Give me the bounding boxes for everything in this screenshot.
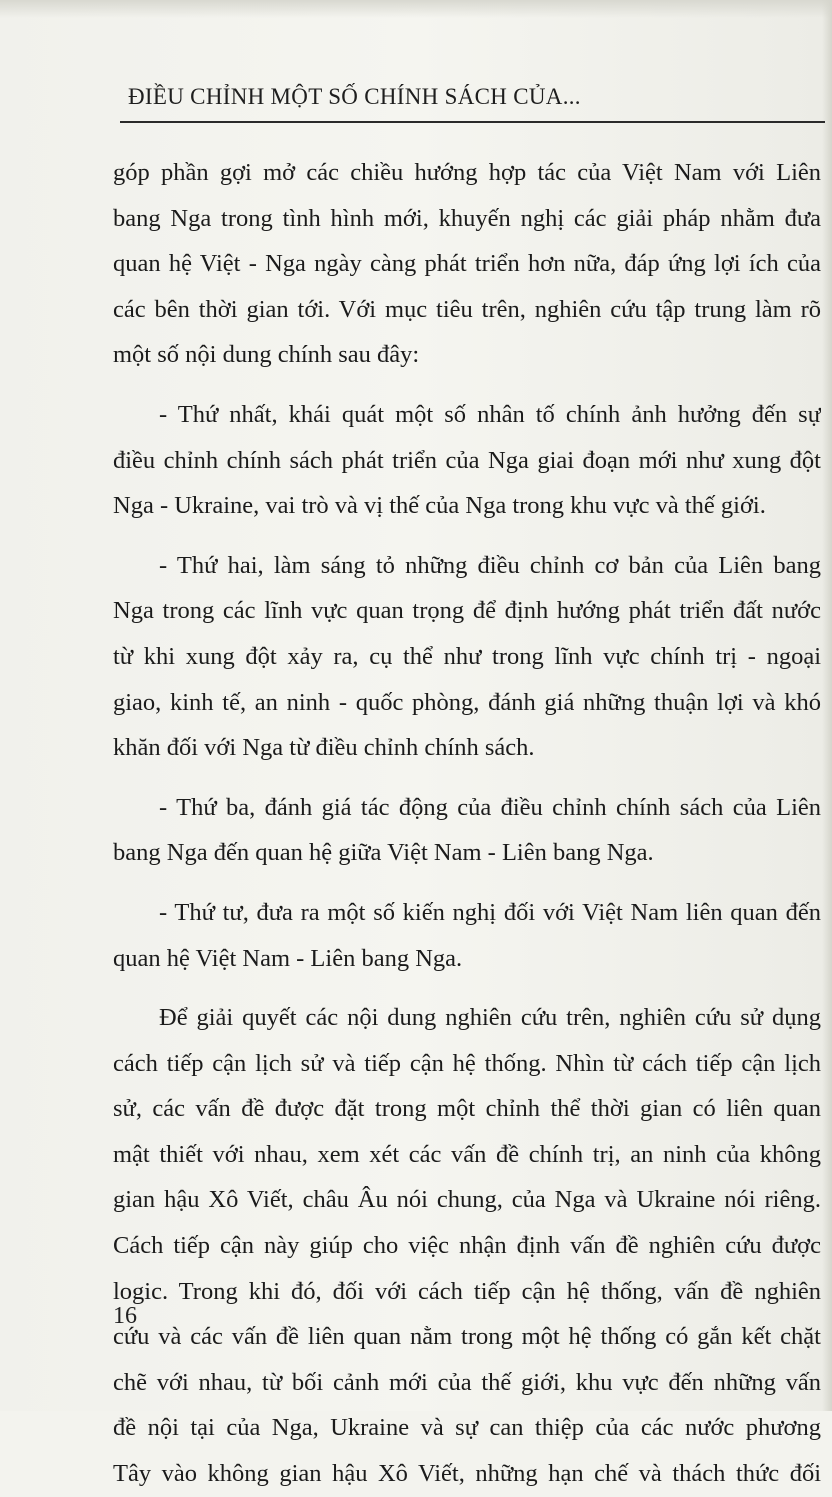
text-line: - Thứ ba, đánh giá tác động của điều chỉnh chính sách của Liên — [159, 793, 821, 821]
text-line: - Thứ tư, đưa ra một số kiến nghị đối với Việt Nam liên quan đến — [159, 898, 821, 926]
text-line: quan hệ Việt Nam - Liên bang Nga. — [113, 944, 463, 972]
paragraph-gap — [113, 378, 821, 392]
text-line: chẽ với nhau, từ bối cảnh mới của thế giới, khu vực đến những vấn — [113, 1368, 821, 1396]
text-line: Để giải quyết các nội dung nghiên cứu trên, nghiên cứu sử dụng — [159, 1004, 821, 1032]
text-line: bang Nga đến quan hệ giữa Việt Nam - Liên bang Nga. — [113, 839, 654, 867]
text-line: một số nội dung chính sau đây: — [113, 341, 420, 369]
text-line: - Thứ hai, làm sáng tỏ những điều chỉnh cơ bản của Liên bang — [159, 551, 821, 579]
page-top-shadow — [0, 0, 832, 18]
text-line: các bên thời gian tới. Với mục tiêu trên, nghiên cứu tập trung làm rõ — [113, 295, 821, 323]
text-line: góp phần gợi mở các chiều hướng hợp tác của Việt Nam với Liên — [113, 159, 821, 186]
paragraph — [113, 785, 821, 876]
text-line: logic. Trong khi đó, đối với cách tiếp cận hệ thống, vấn đề nghiên — [113, 1277, 821, 1305]
text-line: sử, các vấn đề được đặt trong một chỉnh thể thời gian có liên quan — [113, 1095, 821, 1123]
text-line: gian hậu Xô Viết, châu Âu nói chung, của Nga và Ukraine nói riêng. — [113, 1186, 821, 1214]
running-header: ĐIỀU CHỈNH MỘT SỐ CHÍNH SÁCH CỦA... — [128, 84, 581, 109]
text-line: - Thứ nhất, khái quát một số nhân tố chính ảnh hưởng đến sự — [159, 400, 821, 428]
page-number: 16 — [113, 1303, 137, 1329]
paragraph — [113, 150, 821, 378]
text-line: điều chỉnh chính sách phát triển của Nga giai đoạn mới như xung đột — [113, 446, 821, 474]
text-line: bang Nga trong tình hình mới, khuyến nghị các giải pháp nhằm đưa — [113, 204, 821, 232]
paragraph — [113, 995, 821, 1497]
text-line: đề nội tại của Nga, Ukraine và sự can thiệp của các nước phương — [113, 1414, 821, 1442]
paragraph — [113, 543, 821, 771]
paragraph-gap — [113, 771, 821, 785]
text-line: cách tiếp cận lịch sử và tiếp cận hệ thống. Nhìn từ cách tiếp cận lịch — [113, 1049, 821, 1077]
text-line: Cách tiếp cận này giúp cho việc nhận định vấn đề nghiên cứu được — [113, 1232, 821, 1260]
paragraph-gap — [113, 529, 821, 543]
text-line: khăn đối với Nga từ điều chỉnh chính sách. — [113, 734, 535, 762]
body-text — [113, 150, 821, 1497]
paragraph — [113, 392, 821, 529]
text-line: quan hệ Việt - Nga ngày càng phát triển hơn nữa, đáp ứng lợi ích của — [113, 250, 821, 278]
text-line: mật thiết với nhau, xem xét các vấn đề chính trị, an ninh của không — [113, 1140, 821, 1168]
text-line: cứu và các vấn đề liên quan nằm trong một hệ thống có gắn kết chặt — [113, 1323, 821, 1351]
text-line: Nga trong các lĩnh vực quan trọng để định hướng phát triển đất nước — [113, 597, 821, 625]
text-line: giao, kinh tế, an ninh - quốc phòng, đánh giá những thuận lợi và khó — [113, 688, 821, 716]
header-rule — [120, 121, 825, 123]
paragraph-gap — [113, 981, 821, 995]
text-line: từ khi xung đột xảy ra, cụ thể như trong lĩnh vực chính trị - ngoại — [113, 642, 821, 670]
text-line: Tây vào không gian hậu Xô Viết, những hạn chế và thách thức đối — [113, 1460, 821, 1488]
paragraph — [113, 890, 821, 981]
page-right-edge — [822, 0, 832, 1411]
paragraph-gap — [113, 876, 821, 890]
text-line: Nga - Ukraine, vai trò và vị thế của Nga trong khu vực và thế giới. — [113, 492, 766, 520]
